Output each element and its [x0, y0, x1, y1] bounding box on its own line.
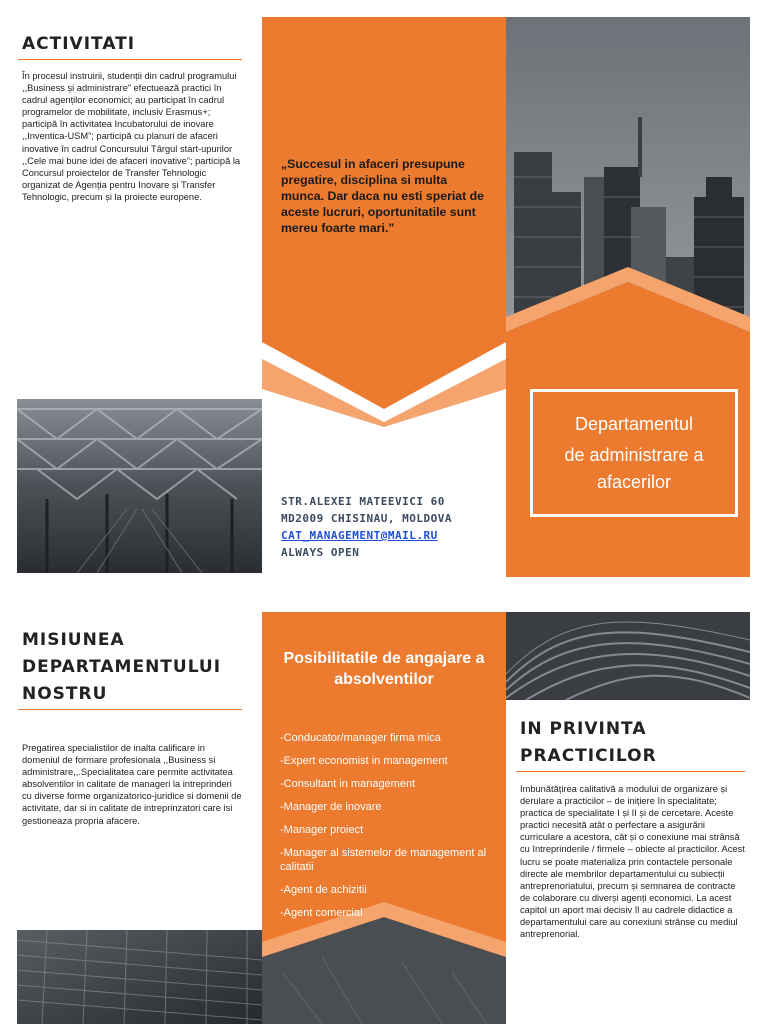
jobs-list-item: -Agent de achizitii	[280, 884, 367, 896]
cover-title	[530, 409, 738, 493]
practice-body: Imbunătățirea calitativă a modului de organizare și derulare a practicilor – de inițiere în specialitate; practica de specialitate I și II și de cercetare. Aceste practici necesită atât o perfectare a asigurării curriculare a acestora, cât și o conexiune mai strânsă cu întreprinderile / firmele – obiecte al practicilor. Acest lucru se poate materializa prin contactele personale directe ale membrilor departamentului cu subiecții antreprenoriatului, precum și semnarea de contracte de colaborare cu diverși agenți economici. La acest capitol un aport mai decisiv îl au cadrele didactice a departamentului care au conexiuni strânse cu mediul antreprenorial.	[520, 784, 745, 940]
email-link[interactable]: CAT_MANAGEMENT@MAIL.RU	[281, 529, 438, 542]
practice-title	[520, 716, 657, 770]
practice-title-line-1: IN PRIVINTA	[520, 719, 647, 739]
jobs-list-item: -Agent comercial	[280, 907, 363, 919]
address-line-2: MD2009 CHISINAU, MOLDOVA	[281, 512, 452, 525]
jobs-list-item: -Manager proiect	[280, 824, 364, 836]
cover-panel	[506, 17, 750, 577]
mission-title-line-2: DEPARTAMENTULUI	[22, 657, 222, 677]
cover-title-line-2: de administrare a	[564, 445, 704, 465]
architecture-photo	[17, 399, 262, 573]
activitati-divider	[18, 59, 242, 60]
jobs-list-item: -Conducator/manager firma mica	[280, 732, 441, 744]
contact-block	[281, 493, 452, 561]
jobs-list-item: -Manager de inovare	[280, 801, 382, 813]
quote-text: „Succesul in afaceri presupune pregatire, disciplina si multa munca. Dar daca nu esti speriat de aceste lucruri, oportunitatile sunt mereu foarte mari.”	[281, 157, 484, 235]
mission-title-line-3: NOSTRU	[22, 684, 108, 704]
quote-panel	[262, 17, 506, 427]
activitati-title: ACTIVITATI	[22, 34, 136, 54]
jobs-list-item: -Expert economist in management	[280, 755, 448, 767]
mission-body: Pregatirea specialistilor de inalta calificare in domeniul de formare profesionala ,,Business si administrare,,.Specialitatea care permite activitatea absolventilor in calitate de manageri la intreprinderi cu diverse forme organizatorico-juridice si domenii de activitate, dar si in calitate de intreprinzatori care isi gestioneaza propria afacere.	[22, 743, 242, 826]
mission-title-line-1: MISIUNEA	[22, 630, 125, 650]
jobs-title: Posibilitatile de angajare a absolventilor	[283, 650, 485, 688]
practice-divider	[516, 771, 745, 772]
jobs-list-item: -Consultant in management	[280, 778, 416, 790]
activitati-body: În procesul instruirii, studenții din cadrul programului ,,Business și administrare” efectuează practici în cadrul agenților economici; au participat în cadrul programelor de mobilitate, inclusiv Erasmus+; participă în activitatea Incubatorului de inovare ,,Inventica-USM”; participă cu planuri de afaceri inovative în cadrul Concursului Târgul start-upurilor ,,Cele mai bune idei de afaceri inovative”; participă la Concursul proiectelor de Transfer Tehnologic organizat de Agenția pentru Inovare și Transfer Tehnologic, precum și la proiecte europene.	[22, 71, 241, 202]
jobs-list	[280, 731, 490, 929]
jobs-panel	[262, 612, 506, 1024]
address-line-1: STR.ALEXEI MATEEVICI 60	[281, 495, 445, 508]
cover-title-line-3: afacerilor	[596, 472, 672, 492]
cover-title-line-1: Departamentul	[574, 414, 694, 434]
hours-text: ALWAYS OPEN	[281, 546, 360, 559]
wave-architecture-photo	[506, 612, 750, 700]
practice-title-line-2: PRACTICILOR	[520, 746, 657, 766]
jobs-list-item: -Manager al sistemelor de management al calitatii	[280, 847, 487, 873]
mission-divider	[18, 709, 242, 710]
glass-building-photo	[17, 930, 262, 1024]
mission-title	[22, 627, 221, 708]
